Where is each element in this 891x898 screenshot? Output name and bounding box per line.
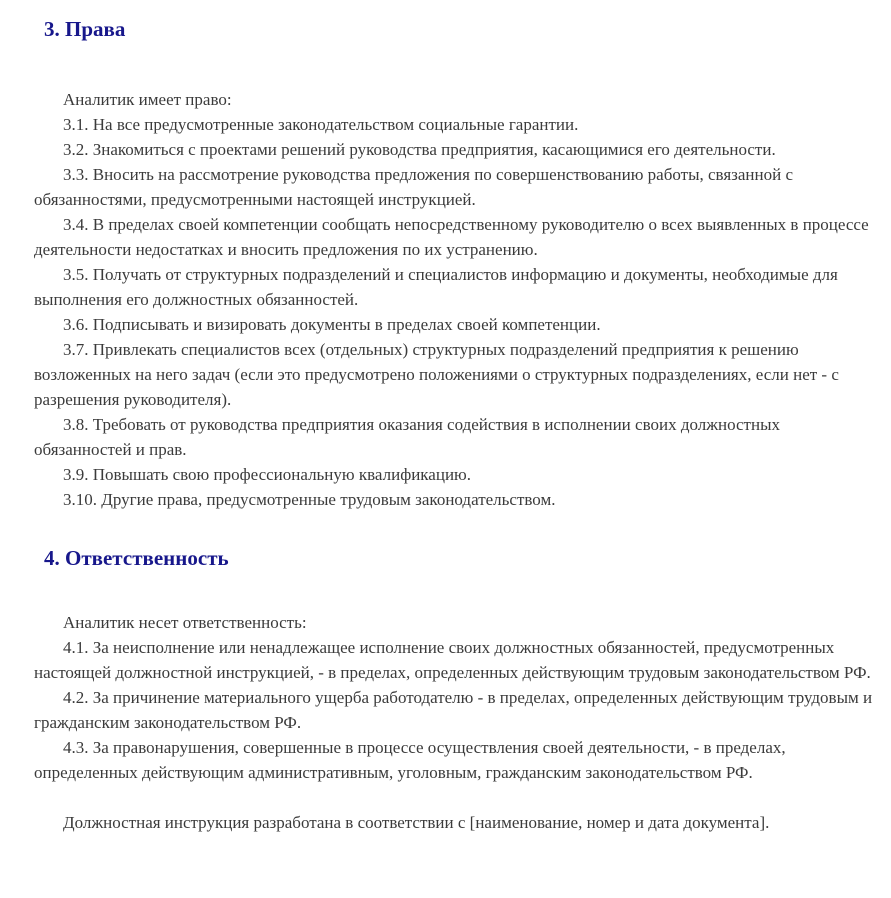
rights-item-3-2: 3.2. Знакомиться с проектами решений руководства предприятия, касающимися его деятельности. — [63, 140, 776, 159]
rights-item-3-4: 3.4. В пределах своей компетенции сообщать непосредственному руководителю о всех выявленных в процессе деятельности недостатках и вносить предложения по их устранению. — [34, 215, 869, 259]
rights-item-3-9: 3.9. Повышать свою профессиональную квалификацию. — [63, 465, 471, 484]
rights-item-3-5: 3.5. Получать от структурных подразделений и специалистов информацию и документы, необходимые для выполнения его должностных обязанностей. — [34, 265, 838, 309]
rights-item-3-8: 3.8. Требовать от руководства предприятия оказания содействия в исполнении своих должностных обязанностей и прав. — [34, 415, 780, 459]
rights-item-3-6: 3.6. Подписывать и визировать документы в пределах своей компетенции. — [63, 315, 601, 334]
closing-basis-paragraph: Должностная инструкция разработана в соответствии с [наименование, номер и дата документа]. — [63, 813, 770, 832]
responsibility-item-4-1: 4.1. За неисполнение или ненадлежащее исполнение своих должностных обязанностей, предусмотренных настоящей должностной инструкцией, - в пределах, определенных действующим трудовым законодательством РФ. — [34, 638, 871, 682]
responsibility-intro-paragraph: Аналитик несет ответственность: — [63, 613, 307, 632]
responsibility-item-4-2: 4.2. За причинение материального ущерба работодателю - в пределах, определенных действующим трудовым и гражданским законодательством РФ. — [34, 688, 873, 732]
rights-item-3-3: 3.3. Вносить на рассмотрение руководства предложения по совершенствованию работы, связанной с обязанностями, предусмотренными настоящей инструкцией. — [34, 165, 794, 209]
rights-item-3-10: 3.10. Другие права, предусмотренные трудовым законодательством. — [63, 490, 556, 509]
section-heading-rights: 3. Права — [44, 17, 126, 41]
section-heading-responsibility: 4. Ответственность — [44, 546, 229, 570]
rights-item-3-1: 3.1. На все предусмотренные законодательством социальные гарантии. — [63, 115, 579, 134]
rights-intro-paragraph: Аналитик имеет право: — [63, 90, 232, 109]
job-description-document — [0, 16, 891, 898]
rights-item-3-7: 3.7. Привлекать специалистов всех (отдельных) структурных подразделений предприятия к решению возложенных на него задач (если это предусмотрено положениями о структурных подразделениях, если нет - с разрешения руководителя). — [34, 340, 839, 409]
responsibility-item-4-3: 4.3. За правонарушения, совершенные в процессе осуществления своей деятельности, - в пределах, определенных действующим административным, уголовным, гражданским законодательством РФ. — [34, 738, 786, 782]
